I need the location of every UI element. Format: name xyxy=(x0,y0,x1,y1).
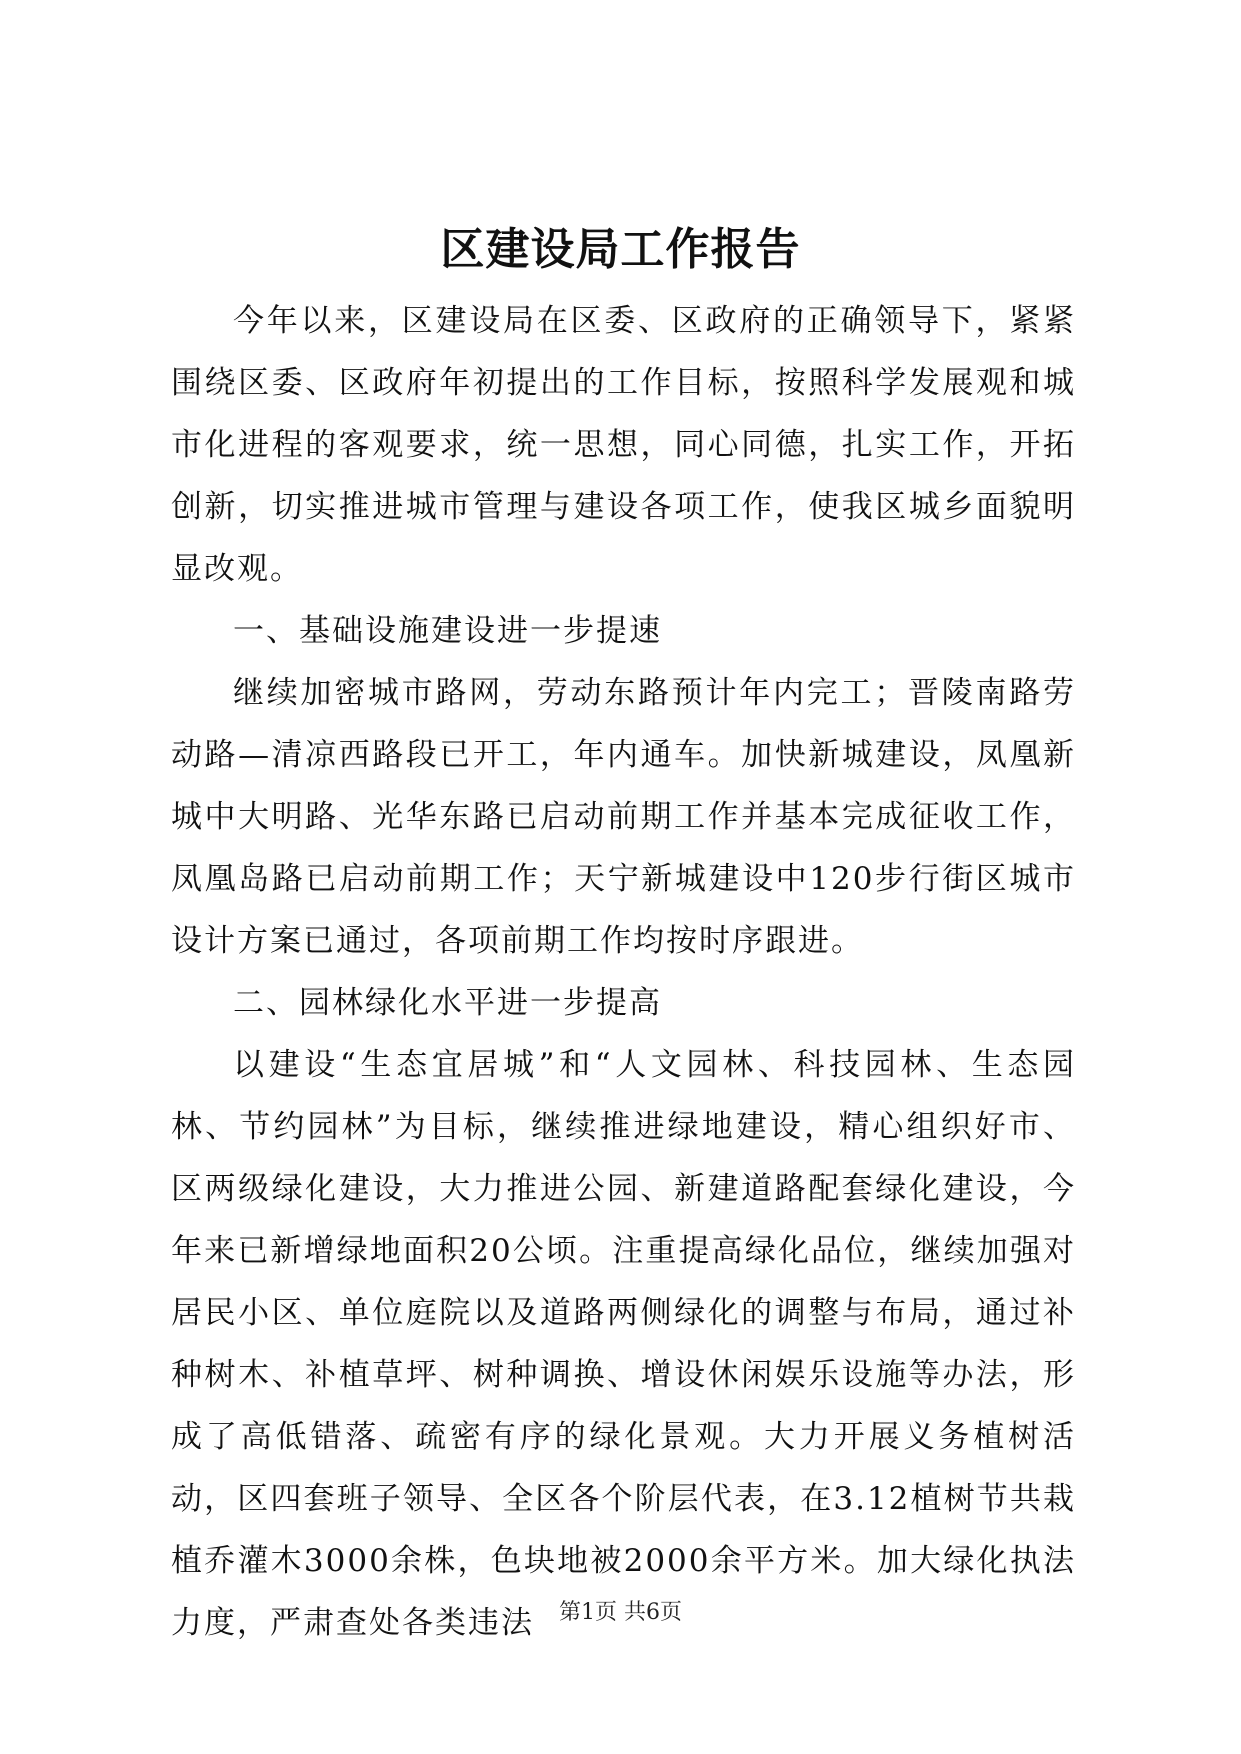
page-footer: 第1页 共6页 xyxy=(559,1600,682,1625)
document-body xyxy=(171,290,1076,1654)
section-heading-greening: 二、园林绿化水平进一步提高 xyxy=(233,985,662,1021)
infrastructure-paragraph: 继续加密城市路网，劳动东路预计年内完工；晋陵南路劳动路—清凉西路段已开工，年内通车。加快新城建设，凤凰新城中大明路、光华东路已启动前期工作并基本完成征收工作，凤凰岛路已启动前期工作；天宁新城建设中120步行街区城市设计方案已通过，各项前期工作均按时序跟进。 xyxy=(171,675,1076,959)
greening-paragraph: 以建设“生态宜居城”和“人文园林、科技园林、生态园林、节约园林”为目标，继续推进绿地建设，精心组织好市、区两级绿化建设，大力推进公园、新建道路配套绿化建设，今年来已新增绿地面积20公顷。注重提高绿化品位，继续加强对居民小区、单位庭院以及道路两侧绿化的调整与布局，通过补种树木、补植草坪、树种调换、增设休闲娱乐设施等办法，形成了高低错落、疏密有序的绿化景观。大力开展义务植树活动，区四套班子领导、全区各个阶层代表，在3.12植树节共栽植乔灌木3000余株，色块地被2000余平方米。加大绿化执法力度，严肃查处各类违法 xyxy=(171,1047,1076,1641)
intro-paragraph: 今年以来，区建设局在区委、区政府的正确领导下，紧紧围绕区委、区政府年初提出的工作目标，按照科学发展观和城市化进程的客观要求，统一思想，同心同德，扎实工作，开拓创新，切实推进城市管理与建设各项工作，使我区城乡面貌明显改观。 xyxy=(171,303,1076,587)
section-heading-infrastructure: 一、基础设施建设进一步提速 xyxy=(233,613,662,649)
document-title: 区建设局工作报告 xyxy=(440,224,801,275)
